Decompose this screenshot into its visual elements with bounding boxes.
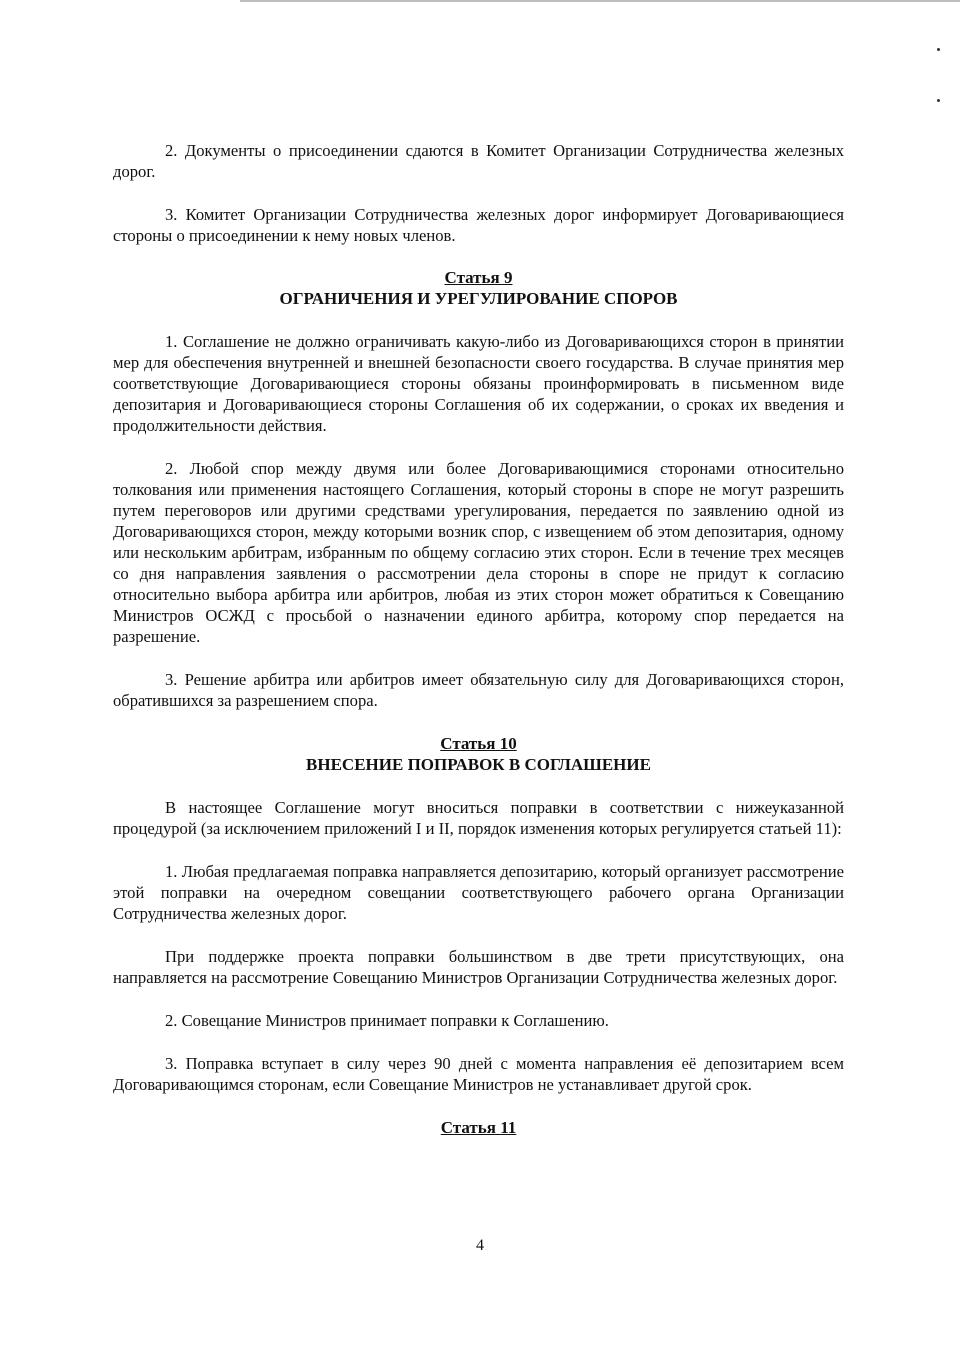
scan-edge-line [240, 0, 960, 2]
article-10-paragraph-1b: При поддержке проекта поправки большинством в две трети присутствующих, она направляется на рассмотрение Совещанию Министров Организации Сотрудничества железных дорог. [113, 947, 844, 987]
article-9-number: Статья 9 [444, 268, 513, 287]
article-10-intro: В настоящее Соглашение могут вноситься поправки в соответствии с нижеуказанной процедурой (за исключением приложений I и II, порядок изменения которых регулируется статьей 11): [113, 798, 844, 838]
paragraph-documents: 2. Документы о присоединении сдаются в Комитет Организации Сотрудничества железных дорог. [113, 141, 844, 181]
article-10-paragraph-3: 3. Поправка вступает в силу через 90 дней с момента направления её депозитарием всем Договаривающимся сторонам, если Совещание Министров не устанавливает другой срок. [113, 1054, 844, 1094]
article-11-heading [113, 1117, 844, 1138]
article-10-title: ВНЕСЕНИЕ ПОПРАВОК В СОГЛАШЕНИЕ [306, 755, 651, 774]
article-10-number: Статья 10 [440, 734, 517, 753]
article-9-title: ОГРАНИЧЕНИЯ И УРЕГУЛИРОВАНИЕ СПОРОВ [279, 289, 678, 308]
article-10-heading [113, 733, 844, 775]
article-11-number: Статья 11 [440, 1118, 517, 1137]
scan-speck [937, 48, 940, 51]
article-9-heading [113, 267, 844, 309]
article-10-paragraph-2: 2. Совещание Министров принимает поправки к Соглашению. [165, 1011, 609, 1030]
article-10-paragraph-1: 1. Любая предлагаемая поправка направляется депозитарию, который организует рассмотрение этой поправки на очередном совещании соответствующего рабочего органа Организации Сотрудничества железных дорог. [113, 862, 844, 923]
document-body [113, 140, 844, 1138]
page-number: 4 [476, 1237, 484, 1254]
article-9-paragraph-2: 2. Любой спор между двумя или более Договаривающимися сторонами относительно толкования или применения настоящего Соглашения, который стороны в споре не могут разрешить путем переговоров или другими средствами урегулирования, передается по заявлению одной из Договаривающихся сторон, между которыми возник спор, с извещением об этом депозитария, одному или нескольким арбитрам, избранным по общему согласию этих сторон. Если в течение трех месяцев со дня направления заявления о рассмотрении дела стороны в споре не придут к согласию относительно выбора арбитра или арбитров, любая из этих сторон может обратиться к Совещанию Министров ОСЖД с просьбой о назначении единого арбитра, которому спор передается на разрешение. [113, 459, 844, 646]
paragraph-committee: 3. Комитет Организации Сотрудничества железных дорог информирует Договаривающиеся стороны о присоединении к нему новых членов. [113, 205, 844, 245]
article-9-paragraph-1: 1. Соглашение не должно ограничивать какую-либо из Договаривающихся сторон в принятии мер для обеспечения внутренней и внешней безопасности своего государства. В случае принятия мер соответствующие Договаривающиеся стороны обязаны проинформировать в письменном виде депозитария и Договаривающиеся стороны Соглашения об их содержании, о сроках их введения и продолжительности действия. [113, 332, 844, 435]
article-9-paragraph-3: 3. Решение арбитра или арбитров имеет обязательную силу для Договаривающихся сторон, обратившихся за разрешением спора. [113, 670, 844, 710]
scan-speck [937, 99, 940, 102]
